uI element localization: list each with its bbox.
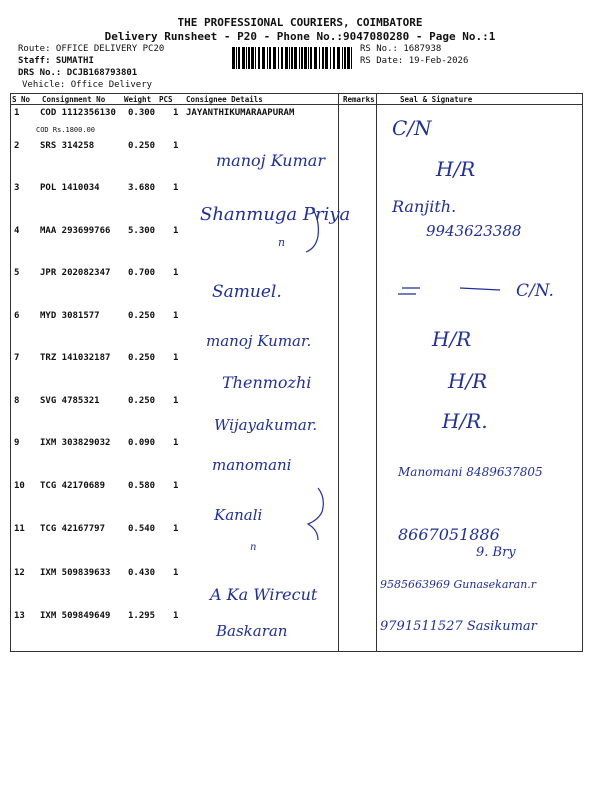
- row-cod-note: COD Rs.1800.00: [36, 126, 96, 134]
- brace-mark: [308, 488, 323, 540]
- row-pcs: 1: [173, 524, 179, 534]
- row-pcs: 1: [173, 438, 179, 448]
- row-weight: 0.300: [128, 108, 156, 118]
- runsheet-title: Delivery Runsheet - P20 - Phone No.:9047080280 - Page No.:1: [104, 30, 496, 43]
- hw-seal: 9. Bry: [476, 545, 516, 560]
- hw-seal: 9585663969 Gunasekaran.r: [380, 578, 537, 591]
- row-weight: 1.295: [128, 611, 156, 621]
- row-consignment: COD 1112356130: [40, 108, 116, 118]
- row-weight: 0.090: [128, 438, 156, 448]
- vehicle-label: Vehicle: Office Delivery: [22, 80, 153, 90]
- row-weight: 0.250: [128, 396, 156, 406]
- row-sno: 6: [14, 311, 20, 321]
- hw-consignee: Wijayakumar.: [214, 416, 318, 434]
- row-weight: 0.250: [128, 141, 156, 151]
- col-seal: Seal & Signature: [400, 95, 473, 104]
- hw-consignee: Thenmozhi: [222, 373, 312, 392]
- row-sno: 7: [14, 353, 20, 363]
- col-consignee: Consignee Details: [186, 95, 263, 104]
- row-pcs: 1: [173, 311, 179, 321]
- hw-consignee: n: [250, 542, 257, 553]
- row-weight: 0.580: [128, 481, 156, 491]
- hw-seal: H/R: [448, 369, 488, 393]
- drs-label: DRS No.: DCJB168793801: [18, 68, 138, 78]
- row-consignment: TCG 42167797: [40, 524, 106, 534]
- row-weight: 5.300: [128, 226, 156, 236]
- hw-seal: C/N.: [516, 281, 554, 301]
- hw-seal: H/R: [432, 327, 472, 351]
- hw-seal: Manomani 8489637805: [398, 465, 543, 479]
- hw-consignee: manoj Kumar: [216, 151, 325, 170]
- row-consignment: SVG 4785321: [40, 396, 100, 406]
- row-consignment: MYD 3081577: [40, 311, 100, 321]
- hw-consignee: Samuel.: [212, 282, 282, 302]
- row-pcs: 1: [173, 353, 179, 363]
- row-consignment: SRS 314258: [40, 141, 95, 151]
- row-consignment: TCG 42170689: [40, 481, 106, 491]
- hw-consignee: n: [278, 236, 286, 249]
- row-pcs: 1: [173, 396, 179, 406]
- row-consignment: JPR 202082347: [40, 268, 111, 278]
- row-sno: 9: [14, 438, 20, 448]
- col-consignment: Consignment No: [42, 95, 106, 104]
- rs-date: RS Date: 19-Feb-2026: [360, 56, 469, 66]
- row-pcs: 1: [173, 568, 179, 578]
- row-consignment: IXM 509839633: [40, 568, 111, 578]
- route-label: Route: OFFICE DELIVERY PC20: [18, 44, 165, 54]
- row-consignment: POL 1410034: [40, 183, 100, 193]
- row-consignment: MAA 293699766: [40, 226, 111, 236]
- row-weight: 0.540: [128, 524, 156, 534]
- row-sno: 12: [14, 568, 25, 578]
- row-pcs: 1: [173, 108, 179, 118]
- row-sno: 5: [14, 268, 20, 278]
- rs-number: RS No.: 1687938: [360, 44, 442, 54]
- row-weight: 0.250: [128, 311, 156, 321]
- hw-seal: C/N: [392, 116, 432, 140]
- hw-consignee: Shanmuga Priya: [200, 204, 351, 225]
- col-pcs: PCS: [159, 95, 173, 104]
- col-sno: S No: [12, 95, 31, 104]
- row-sno: 8: [14, 396, 20, 406]
- row-consignment: IXM 509849649: [40, 611, 111, 621]
- strike-mark: [398, 288, 420, 294]
- hw-consignee: manoj Kumar.: [206, 332, 312, 350]
- row-consignment: TRZ 141032187: [40, 353, 111, 363]
- hw-consignee: manomani: [212, 456, 292, 474]
- hw-consignee: Baskaran: [216, 622, 288, 640]
- row-sno: 10: [14, 481, 25, 491]
- staff-label: Staff: SUMATHI: [18, 56, 94, 66]
- hw-seal: 9943623388: [426, 222, 522, 240]
- hw-consignee: A Ka Wirecut: [210, 585, 318, 604]
- hw-seal: 8667051886: [398, 525, 500, 544]
- row-consignment: IXM 303829032: [40, 438, 111, 448]
- row-consignee: JAYANTHIKUMARAAPURAM: [186, 108, 295, 118]
- row-sno: 3: [14, 183, 20, 193]
- strike-mark: [460, 288, 500, 290]
- row-pcs: 1: [173, 268, 179, 278]
- col-weight: Weight: [124, 95, 152, 104]
- row-pcs: 1: [173, 611, 179, 621]
- row-weight: 3.680: [128, 183, 156, 193]
- row-pcs: 1: [173, 226, 179, 236]
- row-pcs: 1: [173, 481, 179, 491]
- hw-seal: 9791511527 Sasikumar: [380, 619, 537, 634]
- row-pcs: 1: [173, 183, 179, 193]
- col-remarks: Remarks: [343, 95, 375, 104]
- row-sno: 4: [14, 226, 20, 236]
- row-sno: 2: [14, 141, 20, 151]
- row-sno: 11: [14, 524, 25, 534]
- row-pcs: 1: [173, 141, 179, 151]
- hw-seal: H/R: [436, 157, 476, 181]
- hw-seal: H/R.: [442, 409, 488, 433]
- row-weight: 0.250: [128, 353, 156, 363]
- company-title: THE PROFESSIONAL COURIERS, COIMBATORE: [177, 16, 423, 29]
- hw-seal: Ranjith.: [392, 197, 457, 216]
- row-weight: 0.700: [128, 268, 156, 278]
- hw-consignee: Kanali: [214, 506, 263, 524]
- row-sno: 13: [14, 611, 25, 621]
- row-sno: 1: [14, 108, 20, 118]
- row-weight: 0.430: [128, 568, 156, 578]
